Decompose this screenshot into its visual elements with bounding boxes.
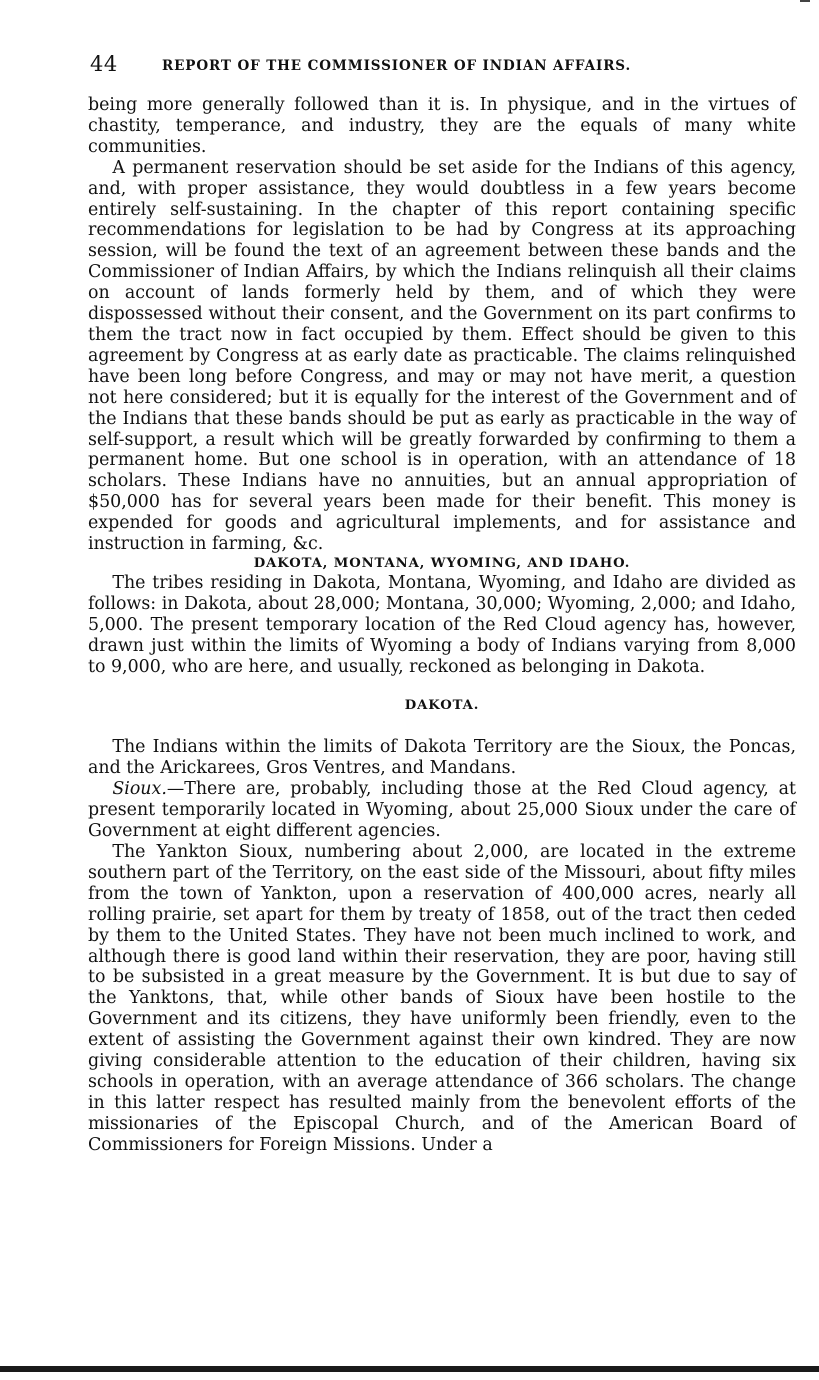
sioux-text: —There are, probably, including those at the Red Cloud agency, at present temporarily located in Wyoming, about 25,000 Sioux under the care of Government at eight different agencies.: [88, 779, 796, 842]
paragraph-continuation: being more generally followed than it is. In physique, and in the virtues of chastity, temperance, and industry, they are the equals of many white communities.: [88, 95, 796, 157]
section-heading-dakota-montana-wyoming-idaho: DAKOTA, MONTANA, WYOMING, AND IDAHO.: [253, 555, 631, 571]
paragraph-reservation: A permanent reservation should be set aside for the Indians of this agency, and, with proper assistance, they would doubtless in a few years become entirely self-sustaining. In the chapter of this report containing specific recommendations for legislation to be had by Congress at its approaching session, will be found the text of an agreement between these bands and the Commissioner of Indian Affairs, by which the Indians relinquish all their claims on account of lands formerly held by them, and of which they were dispossessed without their consent, and the Government on its part confirms to them the tract now in fact occupied by them. Effect should be given to this agreement by Congress at as early date as practicable. The claims relinquished have been long before Congress, and may or may not have merit, a question not here considered; but it is equally for the interest of the Government and of the Indians that these bands should be put as early as practicable in the way of self-support, a result which will be greatly forwarded by confirming to them a permanent home. But one school is in operation, with an attendance of 18 scholars. These Indians have no annuities, but an annual appropriation of $50,000 has for several years been made for their benefit. This money is expended for goods and agricultural implements, and for assistance and instruction in farming, &c.: [88, 157, 796, 555]
paragraph-tribes-residing: The tribes residing in Dakota, Montana, Wyoming, and Idaho are divided as follows: in Dakota, about 28,000; Montana, 30,000; Wyoming, 2,000; and Idaho, 5,000. The present temporary location of the Red Cloud agency has, however, drawn just within the limits of Wyoming a body of Indians varying from 8,000 to 9,000, who are here, and usually, reckoned as belonging in Dakota.: [88, 572, 796, 677]
section-heading-dakota: DAKOTA.: [404, 698, 480, 714]
paragraph-yankton-sioux: The Yankton Sioux, numbering about 2,000, are located in the extreme southern part of the Territory, on the east side of the Missouri, about fifty miles from the town of Yankton, upon a reservation of 400,000 acres, nearly all rolling prairie, set apart for them by treaty of 1858, out of the tract then ceded by them to the United States. They have not been much inclined to work, and although there is good land within their reservation, they are poor, having still to be subsisted in a great measure by the Government. It is but due to say of the Yanktons, that, while other bands of Sioux have been hostile to the Government and its citizens, they have uniformly been friendly, even to the extent of assisting the Government against their own kindred. They are now giving considerable attention to the education of their children, having six schools in operation, with an average attendance of 366 scholars. The change in this latter respect has resulted mainly from the benevolent efforts of the missionaries of the Episcopal Church, and of the American Board of Commissioners for Foreign Missions. Under a: [88, 842, 796, 1155]
paragraph-indians-within-dakota: The Indians within the limits of Dakota Territory are the Sioux, the Poncas, and the Arickarees, Gros Ventres, and Mandans.: [88, 737, 796, 779]
sioux-lead: Sioux.: [112, 779, 167, 800]
paragraph-sioux: [88, 779, 796, 842]
page-header: [90, 52, 790, 78]
page-corner-mark: [800, 0, 810, 2]
body-text: [88, 95, 796, 1156]
page-number: 44: [90, 52, 118, 76]
page-bottom-edge: [0, 1366, 819, 1372]
running-head: REPORT OF THE COMMISSIONER OF INDIAN AFFAIRS.: [162, 58, 632, 74]
